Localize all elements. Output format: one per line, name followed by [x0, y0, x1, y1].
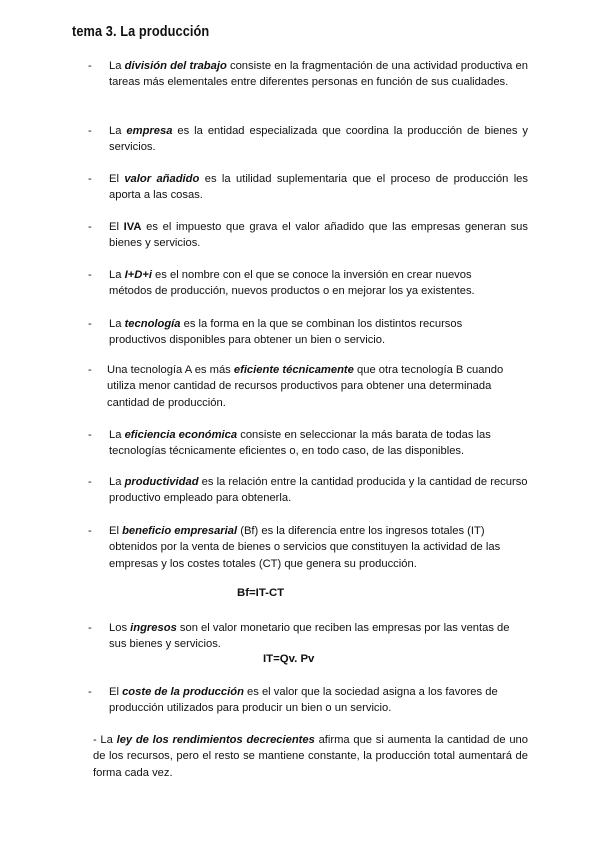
definition-term: eficiencia económica — [124, 429, 238, 441]
definition-valor-anadido — [109, 171, 528, 204]
bullet-dash: - — [88, 476, 92, 488]
definition-prefix: La — [109, 318, 125, 330]
definition-prefix: El — [109, 221, 124, 233]
bullet-dash: - — [88, 429, 92, 441]
definition-prefix: La — [109, 60, 125, 72]
definition-term: ingresos — [130, 622, 177, 634]
definition-prefix: El — [109, 686, 123, 698]
definition-body: es el impuesto que grava el valor añadido que las empresas generan sus bienes y servicios. — [109, 221, 528, 250]
definition-term: eficiente técnicamente — [233, 364, 354, 376]
definition-body: afirma que si aumenta la cantidad de uno de los recursos, pero el resto se mantiene constante, la producción total aumentará de forma cada vez. — [93, 734, 528, 779]
definition-prefix: La — [109, 476, 125, 488]
definition-term: IVA — [123, 221, 142, 233]
definition-prefix: La — [109, 429, 125, 441]
definition-body: es el nombre con el que se conoce la inversión en crear nuevos métodos de producción, nuevos productos o en mejorar los ya existentes. — [109, 269, 475, 298]
definition-coste-de-la-produccion — [109, 684, 519, 717]
definition-body: consiste en seleccionar la más barata de todas las tecnologías técnicamente eficientes o, en todo caso, de las disponibles. — [109, 429, 491, 458]
definition-ingresos — [109, 620, 528, 653]
definition-term: I+D+i — [124, 269, 152, 281]
definition-prefix: El — [109, 173, 125, 185]
bullet-dash: - — [88, 60, 92, 72]
definition-prefix: El — [109, 525, 123, 537]
definition-body: consiste en la fragmentación de una actividad productiva en tareas más elementales entre diferentes personas en función de sus cualidades. — [109, 60, 529, 89]
definition-division-del-trabajo — [109, 58, 528, 91]
definition-empresa — [109, 123, 528, 156]
bullet-dash: - — [88, 686, 92, 698]
bullet-dash: - — [88, 364, 92, 376]
bullet-dash: - — [88, 318, 92, 330]
definition-term: empresa — [126, 125, 173, 137]
definition-body: es la utilidad suplementaria que el proceso de producción les aporta a las cosas. — [109, 173, 528, 202]
definition-beneficio-empresarial — [109, 523, 528, 572]
definition-prefix: Una tecnología A es más — [107, 364, 234, 376]
definition-body: que otra tecnología B cuando utiliza menor cantidad de recursos productivos para obtener una determinada cantidad de producción. — [107, 364, 504, 409]
bullet-dash: - — [88, 525, 92, 537]
definition-body: es la relación entre la cantidad producida y la cantidad de recurso productivo empleado para obtenerla. — [109, 476, 528, 505]
definition-term: ley de los rendimientos decrecientes — [116, 734, 315, 746]
bullet-dash: - — [88, 125, 92, 137]
definition-body: (Bf) es la diferencia entre los ingresos totales (IT) obtenidos por la venta de bienes o servicios que constituyen la actividad de las empresas y los costes totales (CT) que genera su producción. — [109, 525, 501, 570]
definition-tecnologia — [109, 316, 509, 349]
definition-body: es el valor que la sociedad asigna a los favores de producción utilizados para producir un bien o un servicio. — [109, 686, 498, 715]
definition-term: división del trabajo — [124, 60, 227, 72]
formula-beneficio: Bf=IT-CT — [237, 587, 285, 599]
definition-prefix: La — [109, 269, 125, 281]
bullet-dash: - — [88, 622, 92, 634]
definition-eficiencia-tecnica — [107, 362, 515, 411]
bullet-dash: - — [88, 269, 92, 281]
definition-prefix: La — [109, 125, 127, 137]
definition-i-d-i — [109, 267, 515, 300]
definition-term: productividad — [124, 476, 199, 488]
bullet-dash: - — [88, 221, 92, 233]
definition-eficiencia-economica — [109, 427, 528, 460]
definition-body: es la entidad especializada que coordina la producción de bienes y servicios. — [109, 125, 528, 154]
definition-prefix: - La — [93, 734, 117, 746]
definition-term: coste de la producción — [122, 686, 244, 698]
definition-body: es la forma en la que se combinan los distintos recursos productivos disponibles para obtener un bien o servicio. — [109, 318, 463, 347]
definition-term: tecnología — [124, 318, 181, 330]
definition-term: beneficio empresarial — [122, 525, 238, 537]
definition-iva — [109, 219, 528, 252]
definition-prefix: Los — [109, 622, 131, 634]
formula-ingresos: IT=Qv. Pv — [263, 653, 315, 665]
definition-rendimientos-decrecientes — [93, 732, 528, 781]
definition-body: son el valor monetario que reciben las empresas por las ventas de sus bienes y servicios. — [109, 622, 510, 651]
definition-term: valor añadido — [124, 173, 200, 185]
bullet-dash: - — [88, 173, 92, 185]
page-title: tema 3. La producción — [72, 24, 210, 40]
definition-productividad — [109, 474, 528, 507]
